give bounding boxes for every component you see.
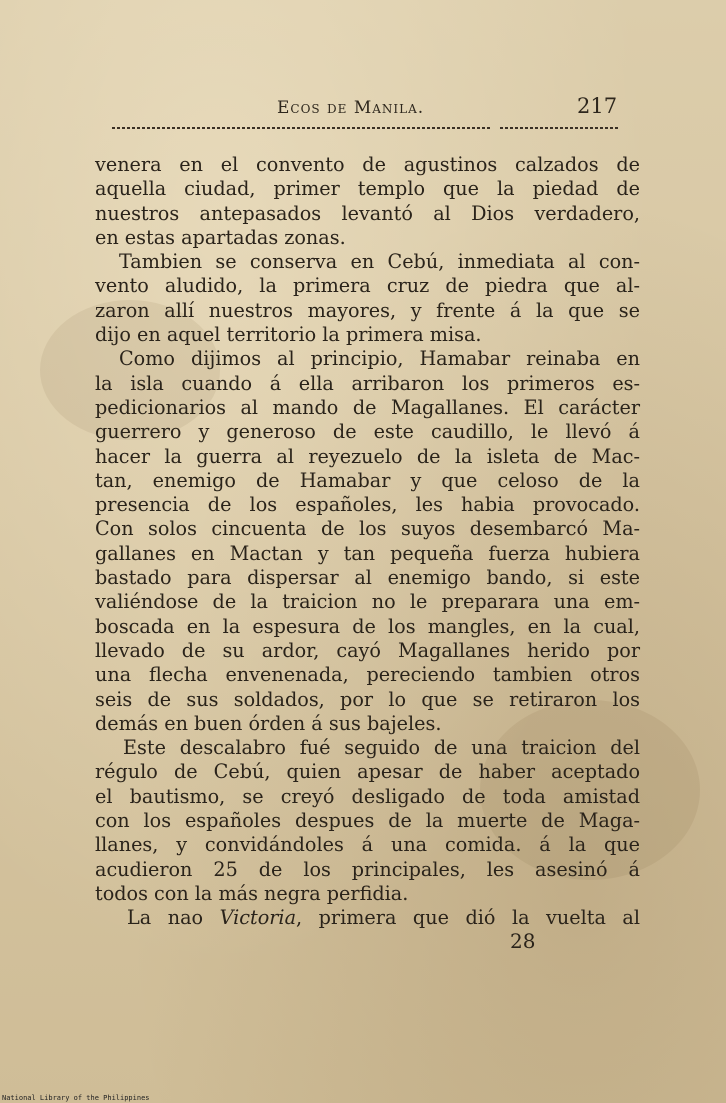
text-line: dijo en aquel territorio la primera misa. (95, 323, 482, 347)
body-text (95, 153, 640, 931)
text-line: valiéndose de la traicion no le preparara una em- (95, 590, 640, 614)
ship-name: Victoria (219, 906, 297, 930)
header-rule (112, 127, 490, 129)
text-line: pedicionarios al mando de Magallanes. El carácter (95, 395, 640, 419)
text-line: seis de sus soldados, por lo que se retiraron los (95, 687, 640, 711)
text-line: bastado para dispersar al enemigo bando, si este (95, 566, 640, 590)
text-line: llevado de su ardor, cayó Magallanes herido por (95, 638, 640, 662)
text-line: venera en el convento de agustinos calzados de (95, 153, 640, 176)
text-line: gallanes en Mactan y tan pequeña fuerza hubiera (95, 541, 640, 565)
text-line: guerrero y generoso de este caudillo, le llevó á (95, 420, 640, 444)
text-line: demás en buen órden á sus bajeles. (95, 711, 442, 735)
signature-mark: 28 (510, 929, 536, 953)
page-number: 217 (577, 94, 618, 118)
text-line: presencia de los españoles, les habia provocado. (95, 493, 640, 517)
text-fragment: La nao (127, 906, 220, 930)
text-line: zaron allí nuestros mayores, y frente á la que se (95, 298, 640, 322)
text-line: tan, enemigo de Hamabar y que celoso de la (95, 468, 640, 492)
text-line: Con solos cincuenta de los suyos desembarcó Ma- (95, 517, 640, 541)
text-line: Tambien se conserva en Cebú, inmediata al con- (119, 250, 640, 274)
text-line: llanes, y convidándoles á una comida. á la que (95, 833, 640, 857)
text-line: aquella ciudad, primer templo que la piedad de (95, 177, 640, 201)
text-line: acudieron 25 de los principales, les asesinó á (95, 857, 640, 881)
text-line: una flecha envenenada, pereciendo tambien otros (95, 663, 640, 687)
page-header (0, 92, 726, 122)
text-line: régulo de Cebú, quien apesar de haber aceptado (95, 760, 640, 784)
text-line: con los españoles despues de la muerte de Maga- (95, 809, 640, 833)
running-title: Ecos de Manila. (277, 98, 425, 118)
text-line-final (95, 906, 640, 930)
text-line: boscada en la espesura de los mangles, en la cual, (95, 614, 640, 638)
text-line: la isla cuando á ella arribaron los primeros es- (95, 371, 640, 395)
library-credit: National Library of the Philippines (2, 1094, 150, 1102)
text-fragment: , primera que dió la vuelta al (296, 906, 640, 930)
text-line: Este descalabro fué seguido de una traicion del (123, 736, 640, 760)
text-line: nuestros antepasados levantó al Dios verdadero, (95, 201, 640, 225)
text-line: todos con la más negra perfidia. (95, 881, 409, 905)
text-line: en estas apartadas zonas. (95, 225, 346, 249)
text-line: Como dijimos al principio, Hamabar reinaba en (119, 347, 640, 371)
text-line: el bautismo, se creyó desligado de toda amistad (95, 784, 640, 808)
text-line: vento aludido, la primera cruz de piedra que al- (95, 274, 640, 298)
text-line: hacer la guerra al reyezuelo de la isleta de Mac- (95, 444, 640, 468)
header-rule (500, 127, 620, 129)
